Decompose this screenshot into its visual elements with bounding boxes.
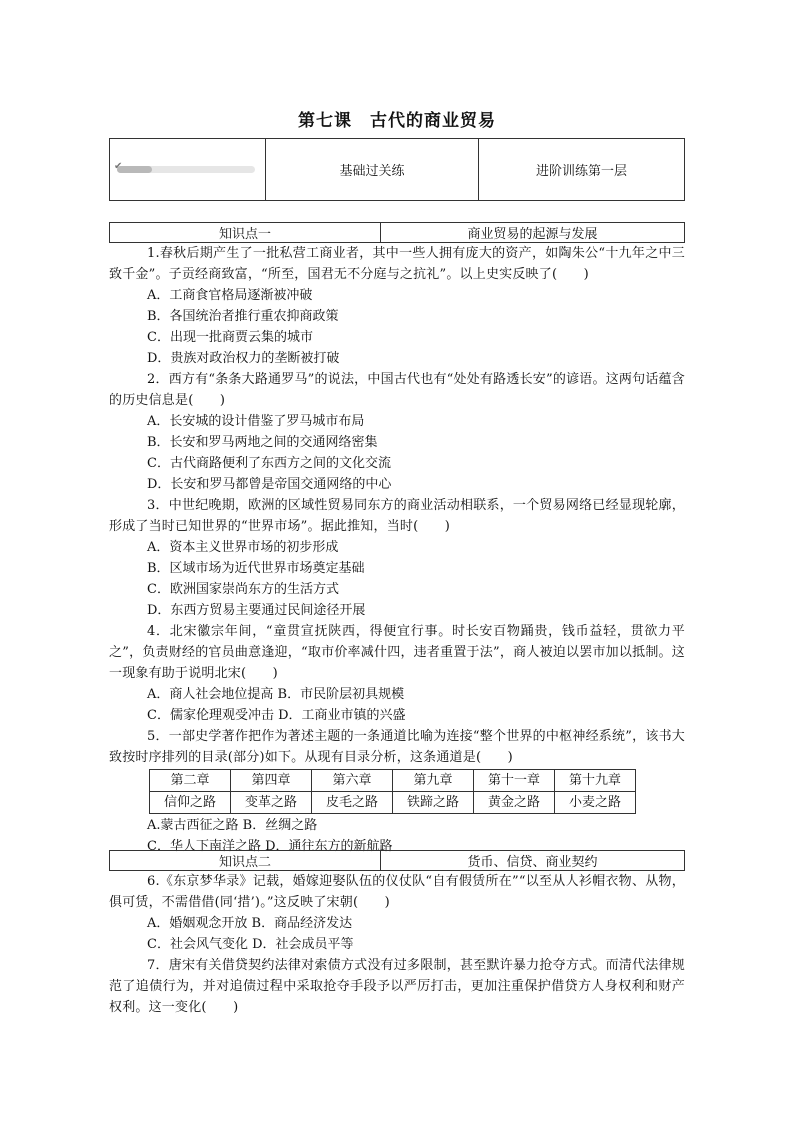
- chapter-cell: 第十一章: [474, 770, 555, 792]
- q1-option-a: A．工商食官格局逐渐被冲破: [147, 288, 313, 303]
- road-cell: 变革之路: [231, 792, 312, 814]
- road-row: [150, 792, 636, 814]
- chapter-cell: 第十九章: [555, 770, 636, 792]
- chapter-cell: 第二章: [150, 770, 231, 792]
- q2-option-d: D．长安和罗马都曾是帝国交通网络的中心: [147, 477, 392, 492]
- knowledge-point-2-bar: [109, 850, 685, 871]
- question-3-stem: 3．中世纪晚期，欧洲的区域性贸易同东方的商业活动相联系，一个贸易网络已经显现轮廓，形成了当时已知世界的“世界市场”。据此推知，当时( ): [109, 498, 685, 534]
- chapter-cell: 第九章: [393, 770, 474, 792]
- chapter-cell: 第四章: [231, 770, 312, 792]
- q6-options-cd: C．社会风气变化 D．社会成员平等: [147, 937, 354, 952]
- kp2-topic: 货币、信贷、商业契约: [381, 851, 685, 871]
- q3-option-d: D．东西方贸易主要通过民间途径开展: [147, 603, 366, 618]
- road-cell: 皮毛之路: [312, 792, 393, 814]
- chapter-cell: 第六章: [312, 770, 393, 792]
- progress-cell: [110, 139, 266, 201]
- kp1-topic: 商业贸易的起源与发展: [381, 223, 685, 243]
- q3-option-a: A．资本主义世界市场的初步形成: [147, 540, 339, 555]
- q2-option-c: C．古代商路便利了东西方之间的文化交流: [147, 456, 391, 471]
- kp1-label: 知识点一: [110, 223, 381, 243]
- header-col-advanced: 进阶训练第一层: [479, 139, 685, 201]
- road-cell: 黄金之路: [474, 792, 555, 814]
- q1-option-d: D．贵族对政治权力的垄断被打破: [147, 351, 340, 366]
- chapter-row: [150, 770, 636, 792]
- q2-option-b: B．长安和罗马两地之间的交通网络密集: [147, 435, 378, 450]
- header-table: [109, 138, 685, 201]
- progress-bar: [114, 161, 255, 173]
- q1-option-c: C．出现一批商贾云集的城市: [147, 330, 313, 345]
- q3-option-c: C．欧洲国家崇尚东方的生活方式: [147, 582, 339, 597]
- kp2-label: 知识点二: [110, 851, 381, 871]
- question-5-stem: 5．一部史学著作把作为著述主题的一条通道比喻为连接“整个世界的中枢神经系统”，该书大致按时序排列的目录(部分)如下。从现有目录分析，这条通道是( ): [109, 729, 685, 765]
- question-2-stem: 2．西方有“条条大路通罗马”的说法，中国古代也有“处处有路透长安”的谚语。这两句话蕴含的历史信息是( ): [109, 372, 685, 408]
- page-title: 第七课 古代的商业贸易: [298, 111, 496, 131]
- question-1-stem: 1.春秋后期产生了一批私营工商业者，其中一些人拥有庞大的资产，如陶朱公“十九年之中三致千金”。子贡经商致富，“所至，国君无不分庭与之抗礼”。以上史实反映了( ): [109, 246, 685, 282]
- road-cell: 信仰之路: [150, 792, 231, 814]
- q4-options-ab: A．商人社会地位提高 B．市民阶层初具规模: [147, 687, 405, 702]
- question-7-stem: 7．唐宋有关借贷契约法律对索债方式没有过多限制，甚至默许暴力抢夺方式。而清代法律规范了追债行为，并对追债过程中采取抢夺手段予以严厉打击，更加注重保护借贷方人身权利和财产权利。这一变化( ): [109, 958, 685, 1015]
- section-1: [109, 243, 685, 857]
- knowledge-point-1-bar: [109, 222, 685, 243]
- question-4-stem: 4．北宋徽宗年间，“童贯宣抚陕西，得便宜行事。时长安百物踊贵，钱币益轻，贯欲力平之”，负责财经的官员曲意逢迎，“取市价率减什四，违者重置于法”，商人被迫以罢市加以抵制。这一现象有助于说明北宋( ): [109, 624, 685, 681]
- road-cell: 小麦之路: [555, 792, 636, 814]
- q2-option-a: A．长安城的设计借鉴了罗马城市布局: [147, 414, 365, 429]
- q4-options-cd: C．儒家伦理观受冲击 D．工商业市镇的兴盛: [147, 708, 406, 723]
- q1-option-b: B．各国统治者推行重农抑商政策: [147, 309, 339, 324]
- header-col-basic: 基础过关练: [266, 139, 479, 201]
- section-2: [109, 871, 685, 1018]
- q5-options-cd: C．华人下南洋之路 D．通往东方的新航路: [147, 839, 393, 854]
- q6-options-ab: A．婚姻观念开放 B．商品经济发达: [147, 916, 353, 931]
- q5-options-ab: A.蒙古西征之路 B．丝绸之路: [147, 818, 318, 833]
- road-cell: 铁蹄之路: [393, 792, 474, 814]
- q3-option-b: B．区域市场为近代世界市场奠定基础: [147, 561, 365, 576]
- check-icon: ✔: [114, 161, 123, 172]
- question-6-stem: 6.《东京梦华录》记载，婚嫁迎娶队伍的仪仗队“自有假赁所在”“以至从人衫帽衣物、从物，俱可赁，不需借借(同‘措’)。”这反映了宋朝( ): [109, 874, 685, 910]
- chapter-table: [149, 769, 636, 814]
